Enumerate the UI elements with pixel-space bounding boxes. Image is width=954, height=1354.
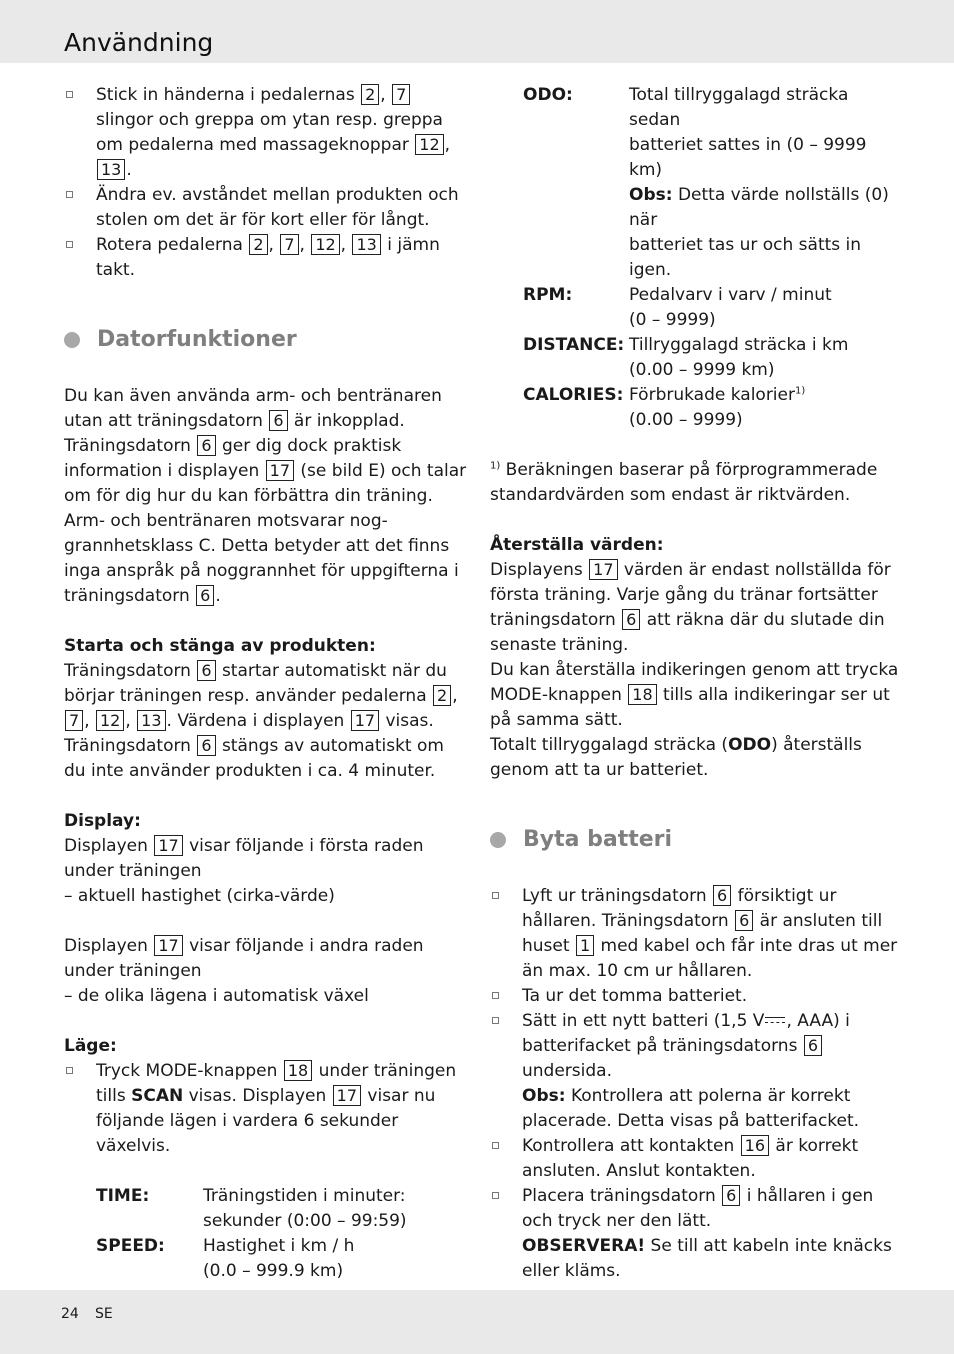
paragraph: Totalt tillryggalagd sträcka (ODO) återställs genom att ta ur batteriet. [490, 735, 862, 780]
list-item: Rotera pedalerna 2 , 7 , 12 , 13 i jämn takt. [64, 233, 468, 283]
intro-list [64, 83, 468, 283]
ref-number: 2 [433, 685, 451, 706]
dc-symbol-icon [764, 1013, 786, 1027]
checkbox-bullet-icon [492, 992, 499, 999]
ref-number: 6 [722, 1185, 740, 1206]
mode-row: RPM: Pedalvarv i varv / minut (0 – 9999) [523, 285, 832, 330]
ref-number: 1 [576, 935, 594, 956]
subheading: Återställa värden: [490, 535, 664, 555]
footnote-ref: 1) [794, 385, 806, 397]
checkbox-bullet-icon [492, 892, 499, 899]
list-item: Stick in händerna i pedalernas 2 , 7 slingor och greppa om ytan resp. greppa om pedalerna med massageknoppar 12 , 13 . [64, 83, 468, 183]
paragraph: Träningsdatorn 6 stängs av automatiskt om du inte använder produkten i ca. 4 minuter. [64, 736, 444, 781]
list-item: Ändra ev. avståndet mellan produkten och stolen om det är för kort eller för långt. [64, 183, 468, 233]
paragraph: Träningsdatorn 6 startar automatiskt när du börjar träningen resp. använder pedalerna 2 , 7 , 12 , 13 . Värdena i displayen 17 visas. [64, 661, 458, 731]
ref-number: 17 [351, 710, 379, 731]
section-heading: Datorfunktioner [64, 325, 468, 355]
ref-number: 17 [333, 1085, 361, 1106]
ref-number: 13 [137, 710, 165, 731]
ref-number: 6 [196, 585, 214, 606]
modes-table [523, 83, 900, 433]
ref-number: 6 [269, 410, 287, 431]
ref-number: 6 [197, 660, 215, 681]
ref-number: 2 [249, 234, 267, 255]
checkbox-bullet-icon [66, 91, 73, 98]
list-item: Kontrollera att kontakten 16 är korrekt ansluten. Anslut kontakten. [490, 1134, 900, 1184]
ref-number: 12 [96, 710, 124, 731]
mode-row: DISTANCE: Tillryggalagd sträcka i km (0.00 – 9999 km) [523, 335, 849, 380]
mode-list [64, 1059, 468, 1159]
list-item: Tryck MODE-knappen 18 under träningen tills SCAN visas. Displayen 17 visar nu följande lägen i vardera 6 sekunder växelvis. [64, 1059, 468, 1159]
footer-band [0, 1290, 954, 1354]
subheading: Display: [64, 811, 141, 831]
ref-number: 6 [197, 735, 215, 756]
ref-number: 7 [280, 234, 298, 255]
language-code: SE [95, 1306, 113, 1322]
paragraph: Du kan även använda arm- och bentränaren utan att träningsdatorn 6 är inkopplad. Träningsdatorn 6 ger dig dock praktisk information i displayen 17 (se bild E) och talar om för dig hur du kan förbättra din träning. Arm- och bentränaren motsvarar noggrannhetsklass C. Detta betyder att det finns inga anspråk på noggrannhet för uppgifterna i träningsdatorn 6 . [64, 386, 467, 606]
ref-number: 17 [154, 835, 182, 856]
page-title: Användning [64, 28, 214, 57]
dash-item: – de olika lägena i automatisk växel [64, 986, 369, 1006]
ref-number: 6 [804, 1035, 822, 1056]
mode-row: TIME: Träningstiden i minuter: sekunder (0:00 – 99:59) [96, 1186, 407, 1231]
ref-number: 17 [589, 559, 617, 580]
mode-row: SPEED: Hastighet i km / h (0.0 – 999.9 km) [96, 1236, 355, 1281]
ref-number: 12 [311, 234, 339, 255]
paragraph: Displayens 17 värden är endast nollställda för första träning. Varje gång du tränar fortsätter träningsdatorn 6 att räkna där du slutade din senaste träning. [490, 560, 891, 655]
footnote: $^{1)}$ Beräkningen baserar på förprogrammerade standardvärden som endast är riktvärden. [490, 460, 878, 505]
ref-number: 6 [735, 910, 753, 931]
checkbox-bullet-icon [66, 1067, 73, 1074]
left-column [64, 83, 468, 1284]
right-column [490, 83, 900, 1284]
checkbox-bullet-icon [66, 241, 73, 248]
list-item: Lyft ur träningsdatorn 6 försiktigt ur hållaren. Träningsdatorn 6 är ansluten till huset 1 med kabel och får inte dras ut mer än max. 10 cm ur hållaren. [490, 884, 900, 984]
paragraph: Displayen 17 visar följande i första raden under träningen [64, 836, 424, 881]
ref-number: 6 [622, 609, 640, 630]
mode-row: ODO: Total tillryggalagd sträcka sedan batteriet sattes in (0 – 9999 km) Obs: Detta värde nollställs (0) när batteriet tas ur och sätts in igen. [523, 85, 889, 280]
section-dot-icon [490, 832, 506, 848]
ref-number: 17 [266, 460, 294, 481]
subheading: Läge: [64, 1036, 117, 1056]
ref-number: 16 [741, 1135, 769, 1156]
section-dot-icon [64, 332, 80, 348]
paragraph: Displayen 17 visar följande i andra raden under träningen [64, 936, 424, 981]
paragraph: Du kan återställa indikeringen genom att trycka MODE-knappen 18 tills alla indikeringar ser ut på samma sätt. [490, 660, 899, 730]
battery-list [490, 884, 900, 1284]
ref-number: 6 [713, 885, 731, 906]
checkbox-bullet-icon [66, 191, 73, 198]
ref-number: 18 [628, 684, 656, 705]
mode-row: CALORIES: Förbrukade kalorier$^{1)}$ (0.00 – 9999) [523, 385, 806, 430]
list-item: Ta ur det tomma batteriet. [490, 984, 900, 1009]
list-item: Placera träningsdatorn 6 i hållaren i gen och tryck ner den lätt. OBSERVERA! Se till att kabeln inte knäcks eller kläms. [490, 1184, 900, 1284]
checkbox-bullet-icon [492, 1142, 499, 1149]
ref-number: 12 [415, 134, 443, 155]
dash-item: – aktuell hastighet (cirka-värde) [64, 886, 335, 906]
ref-number: 7 [392, 84, 410, 105]
checkbox-bullet-icon [492, 1017, 499, 1024]
ref-number: 13 [97, 159, 125, 180]
ref-number: 6 [197, 435, 215, 456]
page-number: 24 [61, 1306, 79, 1322]
ref-number: 2 [361, 84, 379, 105]
section-heading: Byta batteri [490, 825, 900, 855]
checkbox-bullet-icon [492, 1192, 499, 1199]
subheading: Starta och stänga av produkten: [64, 636, 376, 656]
ref-number: 7 [65, 710, 83, 731]
ref-number: 13 [352, 234, 380, 255]
modes-table [96, 1184, 407, 1284]
ref-number: 17 [154, 935, 182, 956]
ref-number: 18 [284, 1060, 312, 1081]
list-item: Sätt in ett nytt batteri (1,5 V , AAA) i batterifacket på träningsdatorns 6 undersida. Obs: Kontrollera att polerna är korrekt placerade. Detta visas på batterifacket. [490, 1009, 900, 1134]
